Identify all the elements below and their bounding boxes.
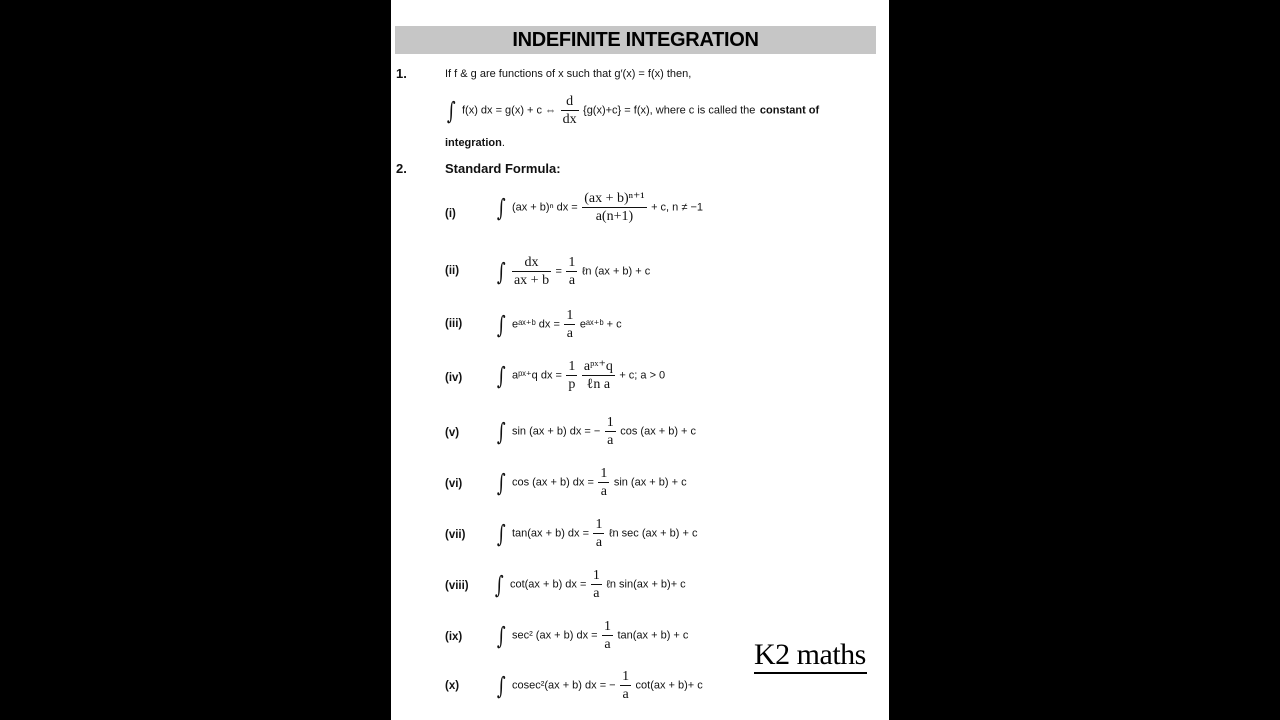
fraction-numerator: 1 (622, 669, 630, 684)
definition-bold: constant of (759, 104, 820, 117)
formula-3 (495, 307, 622, 342)
fraction-numerator: 1 (606, 415, 614, 430)
section-1-line-2 (445, 93, 819, 128)
formula-lhs: cosec²(ax + b) dx = − (511, 679, 616, 692)
fraction-numerator: 1 (604, 619, 612, 634)
document-page (391, 0, 889, 720)
fraction-numerator: 1 (592, 568, 600, 583)
integral-sign: ∫ (496, 621, 506, 650)
formula-tail: ℓn (ax + b) + c (581, 265, 651, 278)
formula-8 (493, 567, 686, 602)
page-title: INDEFINITE INTEGRATION (512, 29, 759, 51)
formula-fraction (582, 190, 646, 225)
integral-sign: ∫ (496, 468, 506, 497)
formula-fraction-2 (582, 358, 615, 393)
fraction-numerator: dx (512, 254, 551, 272)
formula-left-fraction (512, 254, 551, 289)
section-2-number: 2. (396, 161, 407, 176)
formula-fraction (605, 414, 616, 449)
integral-sign: ∫ (496, 257, 506, 286)
integral-sign: ∫ (496, 519, 506, 548)
formula-label: (viii) (445, 580, 469, 592)
formula-lhs: sec² (ax + b) dx = (511, 629, 598, 642)
fraction-numerator: 1 (566, 308, 574, 323)
fraction-denominator: a (622, 687, 629, 702)
formula-4 (495, 358, 665, 393)
formula-6 (495, 465, 687, 500)
formula-lhs: sin (ax + b) dx = − (511, 425, 601, 438)
fraction-numerator: 1 (600, 466, 608, 481)
fraction-numerator: 1 (595, 517, 603, 532)
formula-fraction (598, 465, 609, 500)
derivative-denominator: dx (562, 112, 577, 127)
formula-label: (i) (445, 208, 456, 220)
formula-fraction (620, 668, 631, 703)
formula-1 (495, 190, 703, 225)
formula-lhs: (ax + b)ⁿ dx = (511, 201, 578, 214)
fraction-denominator: ax + b (513, 273, 550, 288)
formula-label: (ix) (445, 631, 463, 643)
integral-sign: ∫ (446, 96, 456, 125)
formula-label: (iii) (445, 318, 463, 330)
formula-tail: sin (ax + b) + c (613, 476, 687, 489)
integral-sign: ∫ (496, 310, 506, 339)
formula-label: (iv) (445, 372, 463, 384)
fraction-denominator: a (604, 637, 611, 652)
formula-tail: ℓn sin(ax + b)+ c (606, 578, 686, 591)
section-1-line-3 (445, 136, 505, 150)
formula-equals: = (555, 265, 562, 278)
formula-fraction (566, 254, 577, 289)
formula-tail: + c, n ≠ −1 (651, 201, 703, 214)
formula-10 (495, 668, 703, 703)
definition-rhs: {g(x)+c} = f(x), where c is called the (583, 104, 756, 117)
fraction-denominator: a (566, 326, 573, 341)
formula-tail: cos (ax + b) + c (620, 425, 697, 438)
formula-lhs: eᵃˣ⁺ᵇ dx = (511, 318, 560, 331)
channel-watermark: K2 maths (754, 638, 867, 674)
fraction-denominator: ℓn a (586, 377, 611, 392)
formula-lhs: aᵖˣ⁺q dx = (511, 369, 562, 382)
fraction-denominator: a (568, 273, 576, 288)
formula-tail: eᵃˣ⁺ᵇ + c (579, 318, 622, 331)
section-1-line-1: If f & g are functions of x such that g′(x) = f(x) then, (445, 68, 692, 80)
formula-tail: tan(ax + b) + c (617, 629, 689, 642)
formula-5 (495, 414, 696, 449)
section-1-number: 1. (396, 66, 407, 81)
formula-fraction (602, 618, 613, 653)
integral-sign: ∫ (494, 570, 504, 599)
fraction-denominator: a (595, 535, 603, 550)
formula-tail: cot(ax + b)+ c (635, 679, 703, 692)
formula-fraction (593, 516, 604, 551)
formula-lhs: cos (ax + b) dx = (511, 476, 594, 489)
formula-tail: + c; a > 0 (619, 369, 666, 382)
formula-label: (vii) (445, 529, 466, 541)
fraction-denominator: a (593, 586, 600, 601)
definition-lhs: f(x) dx = g(x) + c ⇔ (461, 104, 557, 117)
formula-lhs: cot(ax + b) dx = (509, 578, 587, 591)
fraction-numerator: (ax + b)ⁿ⁺¹ (584, 191, 645, 206)
formula-7 (495, 516, 697, 551)
title-banner (395, 26, 876, 54)
formula-2 (495, 254, 650, 289)
formula-label: (v) (445, 427, 460, 439)
formula-label: (vi) (445, 478, 463, 490)
integral-sign: ∫ (496, 193, 506, 222)
integral-sign: ∫ (496, 671, 506, 700)
line-3-period: . (501, 137, 505, 149)
integral-sign: ∫ (496, 417, 506, 446)
fraction-denominator: a (600, 484, 607, 499)
fraction-numerator: 1 (568, 255, 576, 270)
integration-bold: integration (445, 137, 502, 149)
fraction-denominator: a (607, 433, 614, 448)
formula-9 (495, 618, 688, 653)
formula-lhs: tan(ax + b) dx = (511, 527, 590, 540)
fraction-numerator: aᵖˣ⁺q (583, 359, 613, 374)
fraction-denominator: a(n+1) (595, 209, 634, 224)
formula-fraction (566, 358, 577, 393)
formula-tail: ℓn sec (ax + b) + c (608, 527, 698, 540)
formula-fraction (564, 307, 575, 342)
integral-sign: ∫ (496, 361, 506, 390)
section-2-heading: Standard Formula: (445, 161, 561, 176)
fraction-denominator: p (568, 377, 576, 392)
formula-label: (ii) (445, 265, 460, 277)
formula-label: (x) (445, 680, 460, 692)
fraction-numerator: 1 (568, 359, 576, 374)
derivative-numerator: d (561, 93, 579, 111)
derivative-fraction (561, 93, 579, 128)
formula-fraction (591, 567, 602, 602)
